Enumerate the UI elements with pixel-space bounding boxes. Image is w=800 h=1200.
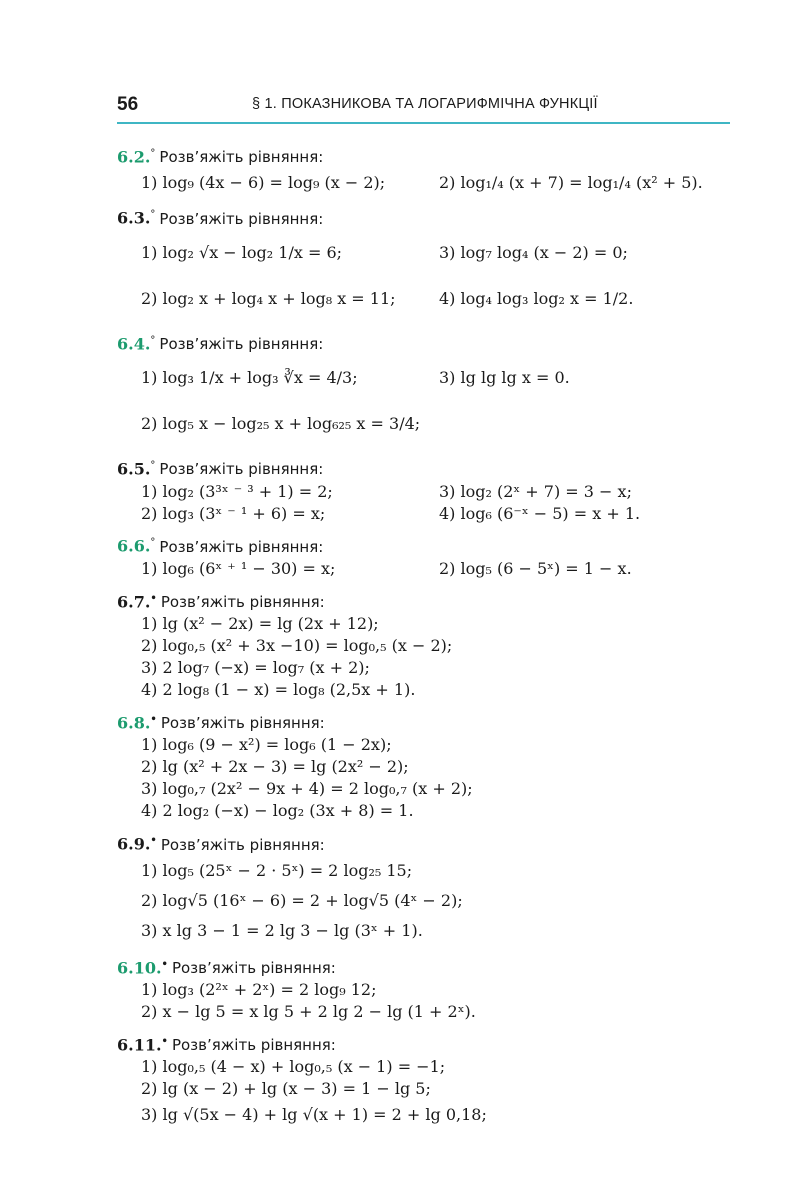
exercise-number: 6.4. [117,333,151,353]
page-header [117,92,730,124]
exercise-number: 6.3. [117,208,151,228]
exercise-6-7: 6.7.• Розв’яжіть рівняння: 1) lg (x² − 2x) = lg (2x + 12); 2) log₀,₅ (x² + 3x −10) = log₀,₅ (x − 2); 3) 2 log₇ (−x) = log₇ (x + 2); 4) 2 log₈ (1 − x) = log₈ (2,5x + 1). [117,588,737,701]
chapter-title: § 1. ПОКАЗНИКОВА ТА ЛОГАРИФМІЧНА ФУНКЦІЇ [252,96,598,112]
equation: 2) lg (x − 2) + lg (x − 3) = 1 − lg 5; [141,1079,431,1099]
exercise-title: Розв’яжіть рівняння: [171,958,336,977]
exercise-6-5: 6.5.° Розв’яжіть рівняння: 1) log₂ (3³ˣ ⁻ ³ + 1) = 2; 3) log₂ (2ˣ + 7) = 3 − x; 2) log₃ (3ˣ ⁻ ¹ + 6) = x; 4) log₆ (6⁻ˣ − 5) = x + 1. [117,459,641,523]
exercise-number: 6.5. [117,459,151,479]
equation: 2) log₅ (6 − 5ˣ) = 1 − x. [439,559,632,579]
exercise-6-10: 6.10.• Розв’яжіть рівняння: 1) log₃ (2²ˣ + 2ˣ) = 2 log₉ 12; 2) x − lg 5 = x lg 5 + 2 lg 2 − lg (1 + 2ˣ). [117,954,737,1023]
equation: 1) lg (x² − 2x) = lg (2x + 12); [141,613,379,633]
exercise-list [117,143,737,1138]
exercise-number: 6.2. [117,147,151,167]
equation: 1) log₅ (25ˣ − 2 · 5ˣ) = 2 log₂₅ 15; [141,860,413,880]
exercise-6-8: 6.8.• Розв’яжіть рівняння: 1) log₆ (9 − x²) = log₆ (1 − 2x); 2) lg (x² + 2x − 3) = lg (2x² − 2); 3) log₀,₇ (2x² − 9x + 4) = 2 log₀,₇ (x + 2); 4) 2 log₂ (−x) − log₂ (3x + 8) = 1. [117,709,737,822]
equation: 2) lg (x² + 2x − 3) = lg (2x² − 2); [141,757,409,777]
exercise-6-9: 6.9.• Розв’яжіть рівняння: 1) log₅ (25ˣ − 2 · 5ˣ) = 2 log₂₅ 15; 2) log√5 (16ˣ − 6) = 2 + log√5 (4ˣ − 2); 3) x lg 3 − 1 = 2 lg 3 − lg (3ˣ + 1). [117,830,737,945]
exercise-number: 6.10. [117,957,162,977]
exercise-title: Розв’яжіть рівняння: [159,209,324,228]
equation: 1) log₃ (2²ˣ + 2ˣ) = 2 log₉ 12; [141,979,377,999]
equation: 1) log₀,₅ (4 − x) + log₀,₅ (x − 1) = −1; [141,1057,446,1077]
equation: 3) log₀,₇ (2x² − 9x + 4) = 2 log₀,₇ (x + 2); [141,779,473,799]
equation: 3) log₂ (2ˣ + 7) = 3 − x; [439,481,632,501]
exercise-title: Розв’яжіть рівняння: [171,1036,336,1055]
exercise-title: Розв’яжіть рівняння: [160,835,325,854]
equation: 3) x lg 3 − 1 = 2 lg 3 − lg (3ˣ + 1). [141,920,423,940]
exercise-number: 6.8. [117,713,151,733]
equation: 2) log√5 (16ˣ − 6) = 2 + log√5 (4ˣ − 2); [141,890,463,910]
equation: 1) log₆ (6ˣ ⁺ ¹ − 30) = x; [141,559,336,579]
exercise-number: 6.11. [117,1035,162,1055]
equation: 1) log₉ (4x − 6) = log₉ (x − 2); [141,172,386,192]
equation: 4) 2 log₂ (−x) − log₂ (3x + 8) = 1. [141,801,414,821]
equation: 3) lg √(5x − 4) + lg √(x + 1) = 2 + lg 0,18; [141,1105,487,1125]
equation: 4) log₄ log₃ log₂ x = 1/2. [439,289,634,309]
equation: 1) log₆ (9 − x²) = log₆ (1 − 2x); [141,735,392,755]
equation: 2) x − lg 5 = x lg 5 + 2 lg 2 − lg (1 + 2ˣ). [141,1001,476,1021]
equation: 4) log₆ (6⁻ˣ − 5) = x + 1. [439,503,641,523]
exercise-title: Розв’яжіть рівняння: [159,460,324,479]
exercise-title: Розв’яжіть рівняння: [159,148,324,167]
exercise-number: 6.6. [117,536,151,556]
equation: 2) log₀,₅ (x² + 3x −10) = log₀,₅ (x − 2); [141,635,453,655]
equation: 3) 2 log₇ (−x) = log₇ (x + 2); [141,657,370,677]
exercise-title: Розв’яжіть рівняння: [160,592,325,611]
equation: 4) 2 log₈ (1 − x) = log₈ (2,5x + 1). [141,679,416,699]
equation: 1) log₂ √x − log₂ 1/x = 6; [141,243,343,263]
exercise-title: Розв’яжіть рівняння: [159,334,324,353]
equation: 3) log₇ log₄ (x − 2) = 0; [439,243,628,263]
equation: 3) lg lg lg x = 0. [439,368,570,388]
equation: 2) log₂ x + log₄ x + log₈ x = 11; [141,289,396,309]
exercise-number: 6.9. [117,834,151,854]
equation: 2) log₅ x − log₂₅ x + log₆₂₅ x = 3/4; [141,414,421,434]
exercise-6-2: 6.2.° Розв’яжіть рівняння: 1) log₉ (4x − 6) = log₉ (x − 2); 2) log₁/₄ (x + 7) = log₁/₄ (x² + 5). [117,147,703,192]
exercise-6-6: 6.6.° Розв’яжіть рівняння: 1) log₆ (6ˣ ⁺ ¹ − 30) = x; 2) log₅ (6 − 5ˣ) = 1 − x. [117,536,632,579]
exercise-title: Розв’яжіть рівняння: [160,714,325,733]
equation: 2) log₃ (3ˣ ⁻ ¹ + 6) = x; [141,503,326,523]
exercise-6-3: 6.3.° Розв’яжіть рівняння: 1) log₂ √x − log₂ 1/x = 6; 3) log₇ log₄ (x − 2) = 0; 2) log₂ x + log₄ x + log₈ x = 11; 4) log₄ log₃ log₂ x = 1/2. [117,208,634,309]
exercise-number: 6.7. [117,591,151,611]
exercise-6-11: 6.11.• Розв’яжіть рівняння: 1) log₀,₅ (4 − x) + log₀,₅ (x − 1) = −1; 2) lg (x − 2) + lg (x − 3) = 1 − lg 5; 3) lg √(5x − 4) + lg √(x + 1) = 2 + lg 0,18; [117,1031,737,1130]
equation: 1) log₃ 1/x + log₃ ∛x = 4/3; [141,368,358,388]
exercise-6-4: 6.4.° Розв’яжіть рівняння: 1) log₃ 1/x + log₃ ∛x = 4/3; 3) lg lg lg x = 0. 2) log₅ x − log₂₅ x + log₆₂₅ x = 3/4; [117,333,570,434]
equation: 2) log₁/₄ (x + 7) = log₁/₄ (x² + 5). [439,172,703,192]
page-number: 56 [117,94,139,115]
exercise-title: Розв’яжіть рівняння: [159,537,324,556]
equation: 1) log₂ (3³ˣ ⁻ ³ + 1) = 2; [141,481,333,501]
